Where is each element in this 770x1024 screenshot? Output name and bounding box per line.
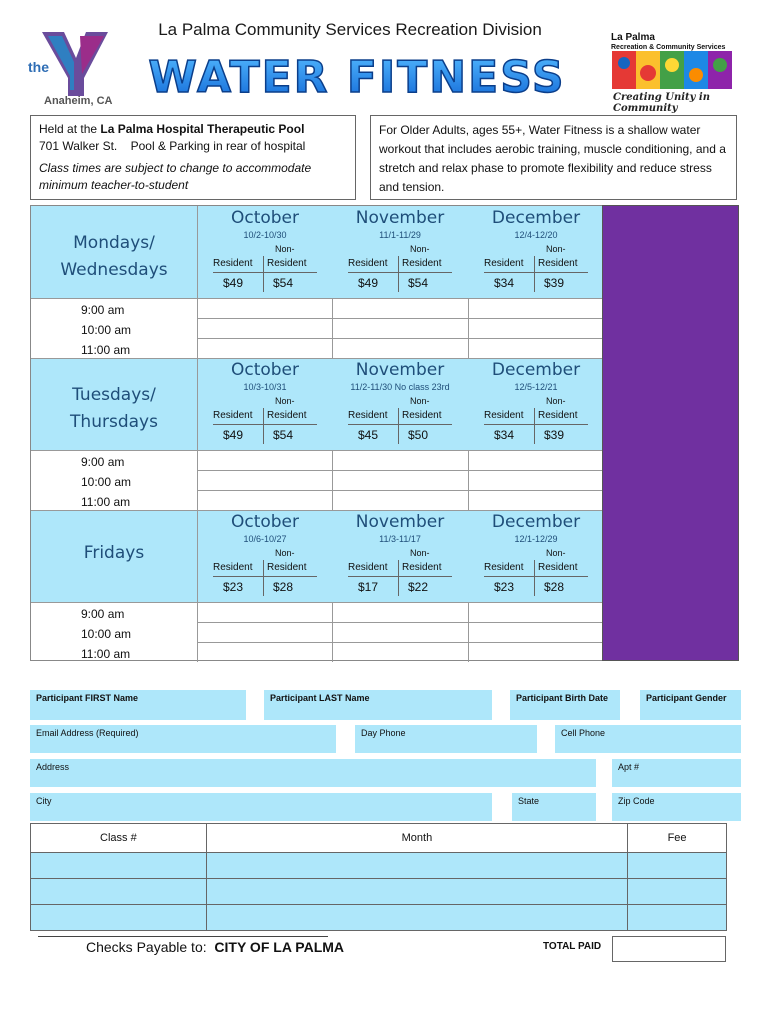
time-slot: 9:00 am [81, 455, 125, 469]
nonresident-label: Resident [267, 410, 307, 421]
checks-payable [86, 939, 344, 955]
fee-header: Fee [628, 824, 727, 853]
band-border [31, 602, 606, 603]
nonresident-label: Resident [538, 562, 578, 573]
day-label [31, 230, 197, 284]
apt-label: Apt # [618, 762, 640, 772]
resident-label: Resident [348, 258, 388, 269]
month-name: November [355, 512, 445, 532]
nonresident-prefix: Non- [275, 244, 295, 254]
day-label-part: Wednesdays [60, 260, 168, 280]
price-divider [534, 560, 535, 596]
band-border [31, 450, 606, 451]
la-palma-logo [612, 51, 732, 89]
day-label-part: Thursdays [70, 412, 158, 432]
class-number-header: Class # [31, 824, 207, 853]
month-dates: 11/3-11/17 [379, 534, 421, 544]
band-border [31, 298, 606, 299]
day-phone-label: Day Phone [361, 728, 406, 738]
location-prefix: Held at the [39, 122, 101, 136]
cell-phone-label: Cell Phone [561, 728, 606, 738]
block-border [31, 358, 606, 359]
nonresident-prefix: Non- [275, 396, 295, 406]
price-divider [534, 408, 535, 444]
month-dates: 12/5-12/21 [514, 382, 558, 392]
class-number-cell[interactable] [31, 853, 207, 879]
svg-text:WATER FITNESS: WATER FITNESS [148, 52, 566, 103]
price-underline [348, 424, 452, 425]
grid-column-line [332, 450, 333, 510]
price-underline [348, 576, 452, 577]
state-field[interactable] [512, 793, 596, 821]
resident-price: $23 [223, 580, 244, 594]
grid-row-line [197, 470, 606, 471]
grid-column-line [468, 450, 469, 510]
zip-field[interactable] [612, 793, 741, 821]
grid-row-line [197, 318, 606, 319]
month-column [197, 512, 333, 544]
first-name-label: Participant FIRST Name [36, 693, 139, 703]
price-divider [263, 560, 264, 596]
la-palma-tagline: Creating Unity in Community [613, 92, 711, 114]
resident-label: Resident [484, 562, 524, 573]
svg-text:the: the [28, 59, 49, 75]
resident-label: Resident [213, 562, 253, 573]
month-column [197, 360, 333, 392]
time-slot: 10:00 am [81, 475, 132, 489]
email-label: Email Address (Required) [36, 728, 139, 738]
resident-price: $49 [223, 428, 244, 442]
price-divider [534, 256, 535, 292]
month-dates: 11/2-11/30 No class 23rd [350, 382, 450, 392]
month-cell[interactable] [206, 853, 627, 879]
nonresident-prefix: Non- [410, 548, 430, 558]
month-dates: 11/1-11/29 [379, 230, 421, 240]
month-column [468, 208, 604, 240]
resident-label: Resident [348, 410, 388, 421]
month-dates: 10/2-10/30 [243, 230, 287, 240]
total-paid-label: TOTAL PAID [543, 941, 602, 952]
month-cell[interactable] [206, 879, 627, 905]
price-underline [484, 424, 588, 425]
class-fee-table [30, 823, 727, 931]
nonresident-price: $28 [544, 580, 565, 594]
location-info-box [30, 115, 356, 200]
price-divider [263, 256, 264, 292]
price-underline [348, 272, 452, 273]
resident-price: $45 [358, 428, 379, 442]
time-slot: 10:00 am [81, 323, 132, 337]
nonresident-prefix: Non- [546, 548, 566, 558]
time-slot: 11:00 am [81, 343, 131, 357]
first-name-field[interactable] [30, 690, 246, 720]
time-slot: 9:00 am [81, 607, 125, 621]
price-divider [398, 408, 399, 444]
grid-column-line [197, 602, 198, 662]
nonresident-prefix: Non- [410, 244, 430, 254]
price-underline [213, 272, 317, 273]
resident-price: $34 [494, 276, 515, 290]
address-field[interactable] [30, 759, 596, 787]
resident-price: $34 [494, 428, 515, 442]
document-title: La Palma Community Services Recreation Division [158, 20, 542, 39]
time-slot: 9:00 am [81, 303, 125, 317]
day-label-part: Mondays/ [73, 233, 155, 253]
location-name: La Palma Hospital Therapeutic Pool [100, 122, 305, 136]
birth-date-label: Participant Birth Date [516, 693, 609, 703]
month-dates: 12/4-12/20 [514, 230, 558, 240]
la-palma-name: La Palma Recreation & Community Services [611, 32, 726, 51]
nonresident-price: $28 [273, 580, 294, 594]
apt-field[interactable] [612, 759, 741, 787]
day-label: Fridays [83, 543, 145, 563]
fee-cell[interactable] [628, 905, 727, 931]
month-name: December [491, 208, 581, 228]
nonresident-label: Resident [402, 258, 442, 269]
time-list [81, 300, 131, 360]
month-name: October [230, 360, 300, 380]
last-name-label: Participant LAST Name [270, 693, 370, 703]
nonresident-label: Resident [538, 410, 578, 421]
resident-label: Resident [213, 258, 253, 269]
ymca-location: Anaheim, CA [44, 95, 113, 107]
month-name: November [355, 360, 445, 380]
resident-price: $49 [223, 276, 244, 290]
city-field[interactable] [30, 793, 492, 821]
month-dates: 12/1-12/29 [514, 534, 558, 544]
day-label [31, 382, 197, 436]
resident-price: $49 [358, 276, 379, 290]
grid-row-line [197, 490, 606, 491]
time-slot: 11:00 am [81, 647, 131, 661]
resident-label: Resident [348, 562, 388, 573]
time-list [81, 604, 131, 664]
grid-column-line [468, 298, 469, 358]
day-label-part: Tuesdays/ [72, 385, 156, 405]
day-column-line [197, 206, 198, 298]
checks-divider [38, 936, 328, 937]
nonresident-price: $50 [408, 428, 429, 442]
class-number-cell[interactable] [31, 879, 207, 905]
price-underline [484, 272, 588, 273]
month-name: November [355, 208, 445, 228]
nonresident-price: $22 [408, 580, 429, 594]
schedule-table [30, 205, 605, 661]
grid-column-line [197, 450, 198, 510]
email-field[interactable] [30, 725, 336, 753]
month-column [332, 208, 468, 240]
gender-field[interactable] [640, 690, 741, 720]
month-name: December [491, 512, 581, 532]
price-underline [484, 576, 588, 577]
month-header: Month [206, 824, 627, 853]
nonresident-prefix: Non- [275, 548, 295, 558]
nonresident-prefix: Non- [410, 396, 430, 406]
nonresident-price: $39 [544, 276, 565, 290]
cell-phone-field[interactable] [555, 725, 741, 753]
total-paid-field[interactable] [612, 936, 726, 962]
month-name: October [230, 208, 300, 228]
state-label: State [518, 796, 540, 806]
day-column-line [197, 510, 198, 602]
block-border [31, 510, 606, 511]
time-list [81, 452, 131, 512]
zip-label: Zip Code [618, 796, 655, 806]
nonresident-price: $54 [408, 276, 429, 290]
fee-cell[interactable] [628, 879, 727, 905]
day-column-line [197, 358, 198, 450]
checks-label: Checks Payable to: [86, 939, 207, 955]
nonresident-label: Resident [267, 258, 307, 269]
gender-label: Participant Gender [646, 693, 727, 703]
city-label: City [36, 796, 52, 806]
resident-label: Resident [484, 410, 524, 421]
price-divider [398, 256, 399, 292]
month-column [468, 360, 604, 392]
nonresident-price: $54 [273, 276, 294, 290]
month-column [468, 512, 604, 544]
nonresident-prefix: Non- [546, 396, 566, 406]
purple-panel [602, 205, 739, 661]
resident-price: $23 [494, 580, 515, 594]
month-column [197, 208, 333, 240]
nonresident-label: Resident [267, 562, 307, 573]
nonresident-label: Resident [402, 410, 442, 421]
checks-payee: CITY OF LA PALMA [214, 939, 345, 955]
nonresident-prefix: Non- [546, 244, 566, 254]
nonresident-label: Resident [402, 562, 442, 573]
birth-date-field[interactable] [510, 690, 620, 720]
grid-column-line [332, 602, 333, 662]
schedule-note: Class times are subject to change to accommodate minimum teacher-to-student [39, 161, 312, 192]
grid-row-line [197, 642, 606, 643]
price-divider [263, 408, 264, 444]
price-divider [398, 560, 399, 596]
resident-label: Resident [484, 258, 524, 269]
grid-row-line [197, 622, 606, 623]
address-label: Address [36, 762, 70, 772]
last-name-field[interactable] [264, 690, 492, 720]
grid-column-line [332, 298, 333, 358]
price-underline [213, 576, 317, 577]
day-phone-field[interactable] [355, 725, 537, 753]
svg-text:YMCA: YMCA [86, 69, 99, 85]
price-underline [213, 424, 317, 425]
resident-label: Resident [213, 410, 253, 421]
nonresident-label: Resident [538, 258, 578, 269]
time-slot: 10:00 am [81, 627, 132, 641]
program-title [134, 46, 580, 106]
month-cell[interactable] [206, 905, 627, 931]
nonresident-price: $54 [273, 428, 294, 442]
month-dates: 10/3-10/31 [243, 382, 287, 392]
month-name: October [230, 512, 300, 532]
month-name: December [491, 360, 581, 380]
month-column [332, 512, 468, 544]
nonresident-price: $39 [544, 428, 565, 442]
grid-column-line [468, 602, 469, 662]
grid-row-line [197, 338, 606, 339]
fee-cell[interactable] [628, 853, 727, 879]
program-description: For Older Adults, ages 55+, Water Fitness is a shallow water workout that includes aerobic training, muscle conditioning, and a stretch and relax phase to promote flexibility and reduce stress and tension. [370, 115, 737, 200]
month-dates: 10/6-10/27 [243, 534, 287, 544]
grid-column-line [197, 298, 198, 358]
month-column [332, 360, 468, 392]
time-slot: 11:00 am [81, 495, 131, 509]
location-address: 701 Walker St. Pool & Parking in rear of hospital [39, 139, 306, 153]
class-number-cell[interactable] [31, 905, 207, 931]
resident-price: $17 [358, 580, 379, 594]
